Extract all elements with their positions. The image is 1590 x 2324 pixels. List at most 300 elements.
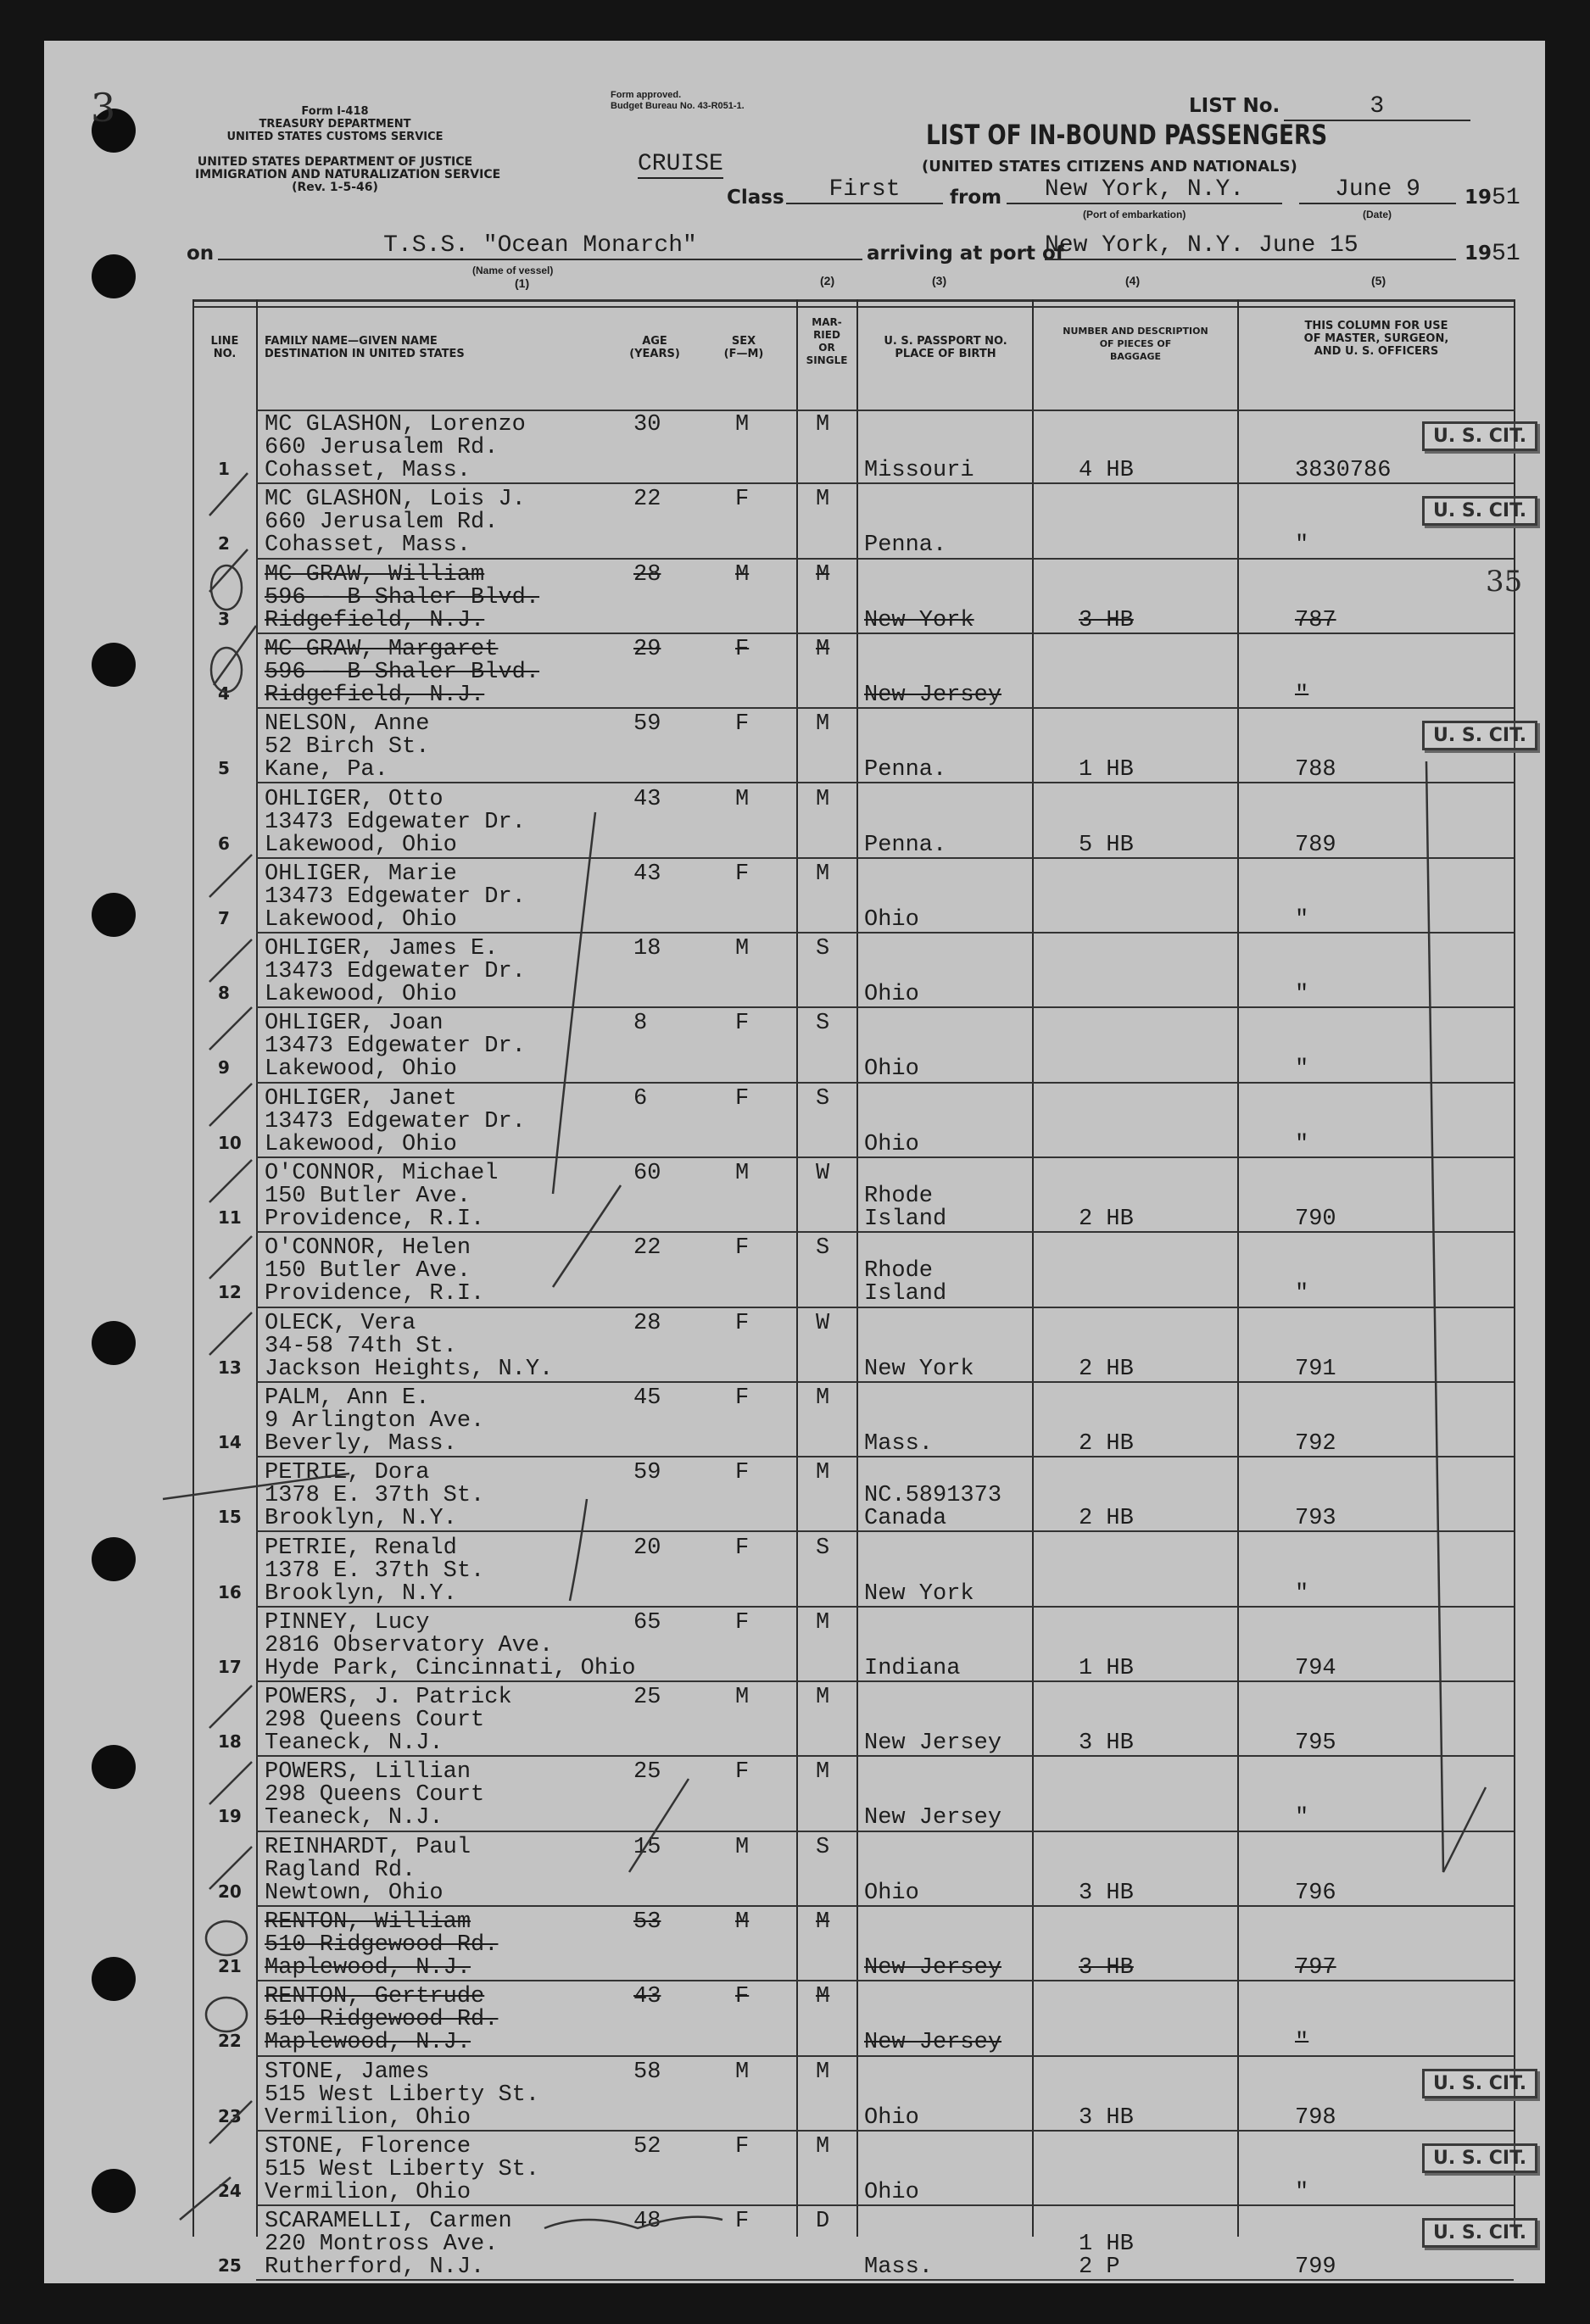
passenger-sex: F <box>735 861 750 887</box>
header-officers-use: THIS COLUMN FOR USE OF MASTER, SURGEON, AND U. S. OFFICERS <box>1303 320 1449 358</box>
passenger-sex: F <box>735 711 750 738</box>
officer-entry: " <box>1295 1580 1309 1607</box>
header-name-destination: FAMILY NAME—GIVEN NAME DESTINATION IN UNITED STATES <box>265 335 465 360</box>
passenger-sex: F <box>735 1535 750 1561</box>
passenger-sex: F <box>735 1609 750 1636</box>
address-city: Beverly, Mass. <box>265 1430 457 1457</box>
passenger-name: RENTON, William <box>265 1909 471 1935</box>
passenger-name: O'CONNOR, Michael <box>265 1161 499 1186</box>
birthplace: Mass. <box>864 2254 934 2281</box>
marital-status: S <box>816 1085 830 1112</box>
birthplace: New Jersey <box>864 2030 1002 2056</box>
passenger-sex: F <box>735 1385 750 1411</box>
column-number-3: (3) <box>932 274 947 287</box>
birthplace: New Jersey <box>864 1955 1002 1981</box>
address-city: Vermilion, Ohio <box>265 2104 471 2131</box>
address-street: 298 Queens Court <box>265 1708 485 1734</box>
table-row <box>192 1383 1514 1457</box>
table-row <box>192 2206 1527 2281</box>
header-married-single: MAR- RIED OR SINGLE <box>806 316 848 366</box>
passport-number: NC.5891373 <box>864 1483 1002 1509</box>
line-number: 22 <box>218 2031 242 2052</box>
table-row <box>192 1233 1514 1307</box>
address-street: 596 - B Shaler Blvd. <box>265 659 540 685</box>
passenger-sex: M <box>735 936 750 962</box>
marital-status: M <box>816 1759 830 1786</box>
line-number: 16 <box>218 1581 242 1602</box>
passenger-age: 65 <box>633 1609 661 1636</box>
table-row <box>192 1682 1514 1757</box>
officer-entry: 3830786 <box>1295 458 1392 483</box>
header-sex: SEX (F—M) <box>723 335 764 360</box>
table-row <box>192 1084 1514 1158</box>
baggage-line-2: 2 P <box>1079 2254 1120 2281</box>
table-row <box>192 1608 1514 1682</box>
line-number: 11 <box>218 1207 242 1228</box>
class-value: First <box>786 176 943 204</box>
address-street: 515 West Liberty St. <box>265 2082 540 2108</box>
issuing-agency: UNITED STATES DEPARTMENT OF JUSTICE IMMIGRATION AND NATURALIZATION SERVICE (Rev. 1-5-46) <box>195 155 501 194</box>
birthplace: Ohio <box>864 906 919 933</box>
address-street: 13473 Edgewater Dr. <box>265 959 526 985</box>
address-street: 510 Ridgewood Rd. <box>265 1932 499 1958</box>
address-city: Jackson Heights, N.Y. <box>265 1356 554 1382</box>
line-number: 1 <box>218 459 230 479</box>
address-street: 1378 E. 37th St. <box>265 1483 485 1509</box>
passenger-sex: M <box>735 561 750 588</box>
line-number: 19 <box>218 1806 242 1827</box>
table-row <box>192 934 1514 1008</box>
arrival-port-date: New York, N.Y. June 15 <box>1045 232 1456 260</box>
passenger-age: 52 <box>633 2133 661 2160</box>
us-citizen-stamp: U. S. CIT. <box>1422 2143 1537 2173</box>
officer-entry: 789 <box>1295 832 1336 858</box>
address-city: Maplewood, N.J. <box>265 1955 471 1981</box>
passenger-age: 60 <box>633 1161 661 1186</box>
passenger-age: 43 <box>633 786 661 812</box>
passenger-age: 53 <box>633 1909 661 1935</box>
passenger-age: 43 <box>633 861 661 887</box>
binder-hole <box>92 1745 136 1789</box>
birthplace: Mass. <box>864 1430 934 1457</box>
baggage-line-2: 3 HB <box>1079 2104 1134 2131</box>
officer-entry: 791 <box>1295 1356 1336 1382</box>
table-row <box>192 859 1514 934</box>
birthplace: New Jersey <box>864 682 1002 708</box>
address-city: Newtown, Ohio <box>265 1880 444 1906</box>
address-city: Teaneck, N.J. <box>265 1805 444 1831</box>
address-city: Brooklyn, N.Y. <box>265 1580 457 1607</box>
address-city: Lakewood, Ohio <box>265 832 457 858</box>
officer-entry: 796 <box>1295 1880 1336 1906</box>
passenger-age: 48 <box>633 2209 661 2235</box>
address-street: Ragland Rd. <box>265 1857 416 1883</box>
passenger-sex: M <box>735 412 750 437</box>
passenger-sex: F <box>735 487 750 513</box>
baggage-line-2: 2 HB <box>1079 1506 1134 1532</box>
table-row <box>192 1832 1514 1907</box>
embarkation-caption: (Port of embarkation) <box>1083 209 1186 220</box>
officer-entry: " <box>1295 982 1309 1008</box>
address-city: Lakewood, Ohio <box>265 1131 457 1157</box>
passenger-sex: M <box>735 1161 750 1186</box>
birthplace: Ohio <box>864 2104 919 2131</box>
marital-status: M <box>816 2059 830 2085</box>
binder-hole <box>92 1321 136 1365</box>
passenger-age: 29 <box>633 636 661 662</box>
us-citizen-stamp: U. S. CIT. <box>1422 496 1537 526</box>
officer-entry: " <box>1295 1131 1309 1157</box>
column-number-4: (4) <box>1125 274 1141 287</box>
officer-entry: 797 <box>1295 1955 1336 1981</box>
line-number: 13 <box>218 1357 242 1378</box>
passenger-name: MC GRAW, Margaret <box>265 636 499 662</box>
on-label: on <box>187 242 215 265</box>
binder-hole <box>92 254 136 298</box>
cruise-label: CRUISE <box>638 151 723 177</box>
baggage-line-1: 1 HB <box>1079 2232 1134 2258</box>
address-city: Brooklyn, N.Y. <box>265 1506 457 1532</box>
baggage-line-2: 1 HB <box>1079 1655 1134 1681</box>
line-number: 12 <box>218 1282 242 1303</box>
marital-status: M <box>816 1984 830 2010</box>
officer-entry: 788 <box>1295 757 1336 783</box>
passenger-name: O'CONNOR, Helen <box>265 1235 471 1262</box>
address-street: 150 Butler Ave. <box>265 1184 471 1209</box>
address-street: 13473 Edgewater Dr. <box>265 1108 526 1134</box>
passenger-sex: F <box>735 1085 750 1112</box>
address-street: 596 - B Shaler Blvd. <box>265 584 540 610</box>
address-street: 660 Jerusalem Rd. <box>265 510 499 536</box>
marital-status: M <box>816 1909 830 1935</box>
line-number: 4 <box>218 683 230 704</box>
passenger-age: 20 <box>633 1535 661 1561</box>
passenger-name: POWERS, J. Patrick <box>265 1685 512 1711</box>
column-number-1-top: (1) <box>515 276 530 290</box>
marital-status: M <box>816 636 830 662</box>
table-row <box>192 410 1527 484</box>
officer-entry: " <box>1295 1805 1309 1831</box>
birthplace: New York <box>864 1356 974 1382</box>
address-city: Rutherford, N.J. <box>265 2254 485 2281</box>
passenger-age: 43 <box>633 1984 661 2010</box>
form-subtitle: (UNITED STATES CITIZENS AND NATIONALS) <box>922 158 1297 176</box>
passenger-manifest-page <box>44 41 1545 2283</box>
marital-status: W <box>816 1310 830 1336</box>
line-number: 10 <box>218 1132 242 1153</box>
passenger-age: 59 <box>633 711 661 738</box>
passenger-name: STONE, James <box>265 2059 430 2085</box>
passenger-age: 6 <box>633 1085 648 1112</box>
baggage-line-2: 3 HB <box>1079 1880 1134 1906</box>
address-city: Ridgefield, N.J. <box>265 682 485 708</box>
line-number: 5 <box>218 758 230 779</box>
officer-entry: 795 <box>1295 1730 1336 1757</box>
line-number: 2 <box>218 533 230 555</box>
marital-status: M <box>816 412 830 437</box>
line-number: 23 <box>218 2105 242 2126</box>
passenger-name: PINNEY, Lucy <box>265 1609 430 1636</box>
officer-entry: 792 <box>1295 1430 1336 1457</box>
line-number: 24 <box>218 2180 242 2201</box>
passenger-age: 22 <box>633 1235 661 1262</box>
table-top-border <box>192 299 1515 302</box>
marital-status: M <box>816 1385 830 1411</box>
passenger-name: POWERS, Lillian <box>265 1759 471 1786</box>
address-city: Lakewood, Ohio <box>265 1056 457 1083</box>
officer-entry: 793 <box>1295 1506 1336 1532</box>
birthplace: Penna. <box>864 532 947 559</box>
embarkation-date: June 9 <box>1299 176 1456 204</box>
baggage-line-2: 3 HB <box>1079 607 1134 633</box>
table-row <box>192 709 1527 783</box>
officer-entry: " <box>1295 682 1309 708</box>
passenger-name: PETRIE, Dora <box>265 1460 430 1486</box>
passenger-sex: F <box>735 1759 750 1786</box>
officer-entry: " <box>1295 2179 1309 2205</box>
us-citizen-stamp: U. S. CIT. <box>1422 721 1537 750</box>
passenger-sex: F <box>735 636 750 662</box>
marital-status: M <box>816 2133 830 2160</box>
table-row <box>192 2057 1527 2132</box>
birthplace: Penna. <box>864 757 947 783</box>
table-row <box>192 784 1514 859</box>
form-number: Form I-418 TREASURY DEPARTMENT UNITED STATES CUSTOMS SERVICE <box>226 105 444 143</box>
handwritten-row-3-number: 35 <box>1486 565 1523 599</box>
line-number: 14 <box>218 1431 242 1452</box>
table-row <box>192 1008 1514 1083</box>
marital-status: M <box>816 1609 830 1636</box>
passenger-name: MC GLASHON, Lois J. <box>265 487 526 513</box>
address-street: 2816 Observatory Ave. <box>265 1632 554 1658</box>
marital-status: M <box>816 1460 830 1486</box>
embarkation-year: 1951 <box>1464 185 1520 211</box>
passenger-sex: F <box>735 2133 750 2160</box>
passenger-sex: F <box>735 1011 750 1037</box>
table-row <box>192 484 1527 559</box>
date-caption: (Date) <box>1363 209 1392 220</box>
birthplace: Indiana <box>864 1655 961 1681</box>
column-number-2: (2) <box>820 274 835 287</box>
passenger-name: PETRIE, Renald <box>265 1535 457 1561</box>
us-citizen-stamp: U. S. CIT. <box>1422 2069 1537 2098</box>
table-row <box>192 1981 1514 2056</box>
baggage-line-2: 2 HB <box>1079 1356 1134 1382</box>
passenger-sex: M <box>735 2059 750 2085</box>
address-city: Lakewood, Ohio <box>265 982 457 1008</box>
officer-entry: " <box>1295 906 1309 933</box>
baggage-line-2: 4 HB <box>1079 458 1134 483</box>
form-title: LIST OF IN-BOUND PASSENGERS <box>926 119 1328 151</box>
marital-status: S <box>816 1535 830 1561</box>
table-row <box>192 1158 1514 1233</box>
list-number: LIST No. 3 <box>1189 93 1470 121</box>
birthplace: New Jersey <box>864 1730 1002 1757</box>
baggage-line-2: 3 HB <box>1079 1730 1134 1757</box>
address-street: 9 Arlington Ave. <box>265 1407 485 1434</box>
address-city: Providence, R.I. <box>265 1281 485 1307</box>
officer-entry: 794 <box>1295 1655 1336 1681</box>
address-street: 13473 Edgewater Dr. <box>265 809 526 835</box>
vessel-caption: (Name of vessel) <box>472 265 554 276</box>
birthplace: New York <box>864 607 974 633</box>
marital-status: M <box>816 1685 830 1711</box>
passenger-sex: M <box>735 1834 750 1860</box>
address-city: Teaneck, N.J. <box>265 1730 444 1757</box>
line-number: 15 <box>218 1507 242 1528</box>
address-street: 13473 Edgewater Dr. <box>265 1034 526 1060</box>
officer-entry: " <box>1295 1056 1309 1083</box>
passenger-sex: F <box>735 1984 750 2010</box>
officer-entry: " <box>1295 1281 1309 1307</box>
baggage-line-2: 3 HB <box>1079 1955 1134 1981</box>
passenger-name: MC GLASHON, Lorenzo <box>265 412 526 437</box>
passenger-table <box>192 274 1527 2281</box>
passenger-age: 18 <box>633 936 661 962</box>
address-city: Providence, R.I. <box>265 1207 485 1232</box>
binder-hole <box>92 1537 136 1581</box>
passenger-age: 25 <box>633 1685 661 1711</box>
address-street: 150 Butler Ave. <box>265 1258 471 1285</box>
arriving-label: arriving at port of <box>867 242 1064 265</box>
address-street: 298 Queens Court <box>265 1782 485 1808</box>
marital-status: S <box>816 1235 830 1262</box>
passenger-age: 59 <box>633 1460 661 1486</box>
table-row <box>192 1907 1514 1981</box>
line-number: 8 <box>218 983 230 1004</box>
birthplace: Ohio <box>864 2179 919 2205</box>
header-age: AGE (YEARS) <box>629 335 680 360</box>
passenger-age: 28 <box>633 1310 661 1336</box>
birthplace: Missouri <box>864 458 974 483</box>
address-street: 510 Ridgewood Rd. <box>265 2007 499 2033</box>
address-city: Vermilion, Ohio <box>265 2179 471 2205</box>
address-street: 52 Birch St. <box>265 734 430 761</box>
passenger-sex: M <box>735 1909 750 1935</box>
passenger-sex: M <box>735 786 750 812</box>
table-row <box>192 634 1514 709</box>
birthplace: New York <box>864 1580 974 1607</box>
binder-hole <box>92 1957 136 2001</box>
passenger-name: SCARAMELLI, Carmen <box>265 2209 512 2235</box>
line-number: 17 <box>218 1656 242 1677</box>
officer-entry: " <box>1295 532 1309 559</box>
officer-entry: 787 <box>1295 607 1336 633</box>
passenger-name: OHLIGER, James E. <box>265 936 499 962</box>
header-passport-birthplace: U. S. PASSPORT NO. PLACE OF BIRTH <box>884 335 1007 360</box>
birthplace: Island <box>864 1281 947 1307</box>
birthplace: Ohio <box>864 982 919 1008</box>
header-line-no: LINE NO. <box>210 335 239 360</box>
table-row <box>192 1533 1514 1608</box>
table-row <box>192 560 1514 634</box>
birthplace: Canada <box>864 1506 947 1532</box>
line-number: 6 <box>218 833 230 854</box>
birthplace: Island <box>864 1207 947 1232</box>
address-city: Kane, Pa. <box>265 757 388 783</box>
line-number: 9 <box>218 1057 230 1078</box>
marital-status: M <box>816 487 830 513</box>
embarkation-port: New York, N.Y. <box>1007 176 1282 204</box>
passenger-age: 22 <box>633 487 661 513</box>
marital-status: D <box>816 2209 830 2235</box>
officer-entry: 799 <box>1295 2254 1336 2281</box>
birthplace: Ohio <box>864 1131 919 1157</box>
form-approval: Form approved. Budget Bureau No. 43-R051-1. <box>611 90 745 111</box>
binder-hole <box>92 2169 136 2213</box>
marital-status: S <box>816 1011 830 1037</box>
passenger-age: 45 <box>633 1385 661 1411</box>
passenger-sex: M <box>735 1685 750 1711</box>
address-street: 220 Montross Ave. <box>265 2232 499 2258</box>
passenger-age: 28 <box>633 561 661 588</box>
passenger-sex: F <box>735 2209 750 2235</box>
line-number: 25 <box>218 2255 242 2277</box>
passport-number: Rhode <box>864 1258 934 1285</box>
officer-entry: 798 <box>1295 2104 1336 2131</box>
line-number: 21 <box>218 1956 242 1976</box>
address-city: Cohasset, Mass. <box>265 458 471 483</box>
passenger-name: OHLIGER, Joan <box>265 1011 444 1037</box>
passenger-name: PALM, Ann E. <box>265 1385 430 1411</box>
baggage-line-2: 2 HB <box>1079 1430 1134 1457</box>
passenger-name: OHLIGER, Otto <box>265 786 444 812</box>
vessel-name: T.S.S. "Ocean Monarch" <box>218 232 862 260</box>
passenger-name: STONE, Florence <box>265 2133 471 2160</box>
passenger-sex: F <box>735 1235 750 1262</box>
birthplace: Ohio <box>864 1056 919 1083</box>
passenger-name: OHLIGER, Janet <box>265 1085 457 1112</box>
passenger-name: RENTON, Gertrude <box>265 1984 485 2010</box>
us-citizen-stamp: U. S. CIT. <box>1422 421 1537 451</box>
passenger-age: 15 <box>633 1834 661 1860</box>
class-label: Class <box>727 187 784 209</box>
column-number-5: (5) <box>1371 274 1386 287</box>
address-city: Lakewood, Ohio <box>265 906 457 933</box>
passenger-age: 25 <box>633 1759 661 1786</box>
marital-status: M <box>816 711 830 738</box>
address-street: 13473 Edgewater Dr. <box>265 883 526 910</box>
marital-status: W <box>816 1161 830 1186</box>
corner-handwritten-mark: 3 <box>91 85 116 131</box>
address-street: 515 West Liberty St. <box>265 2156 540 2182</box>
passenger-name: OHLIGER, Marie <box>265 861 457 887</box>
passenger-name: NELSON, Anne <box>265 711 430 738</box>
passenger-age: 30 <box>633 412 661 437</box>
marital-status: M <box>816 786 830 812</box>
arrival-year: 1951 <box>1464 241 1520 267</box>
address-city: Ridgefield, N.J. <box>265 607 485 633</box>
baggage-line-2: 1 HB <box>1079 757 1134 783</box>
table-row <box>192 2132 1527 2206</box>
baggage-line-2: 2 HB <box>1079 1207 1134 1232</box>
officer-entry: " <box>1295 2030 1309 2056</box>
passport-number: Rhode <box>864 1184 934 1209</box>
baggage-line-2: 5 HB <box>1079 832 1134 858</box>
address-street: 1378 E. 37th St. <box>265 1558 485 1584</box>
address-street: 34-58 74th St. <box>265 1333 457 1359</box>
marital-status: M <box>816 561 830 588</box>
table-row <box>192 1308 1514 1383</box>
birthplace: Penna. <box>864 832 947 858</box>
officer-entry: 790 <box>1295 1207 1336 1232</box>
birthplace: New Jersey <box>864 1805 1002 1831</box>
address-city: Hyde Park, Cincinnati, Ohio <box>265 1655 636 1681</box>
address-city: Cohasset, Mass. <box>265 532 471 559</box>
address-street: 660 Jerusalem Rd. <box>265 435 499 460</box>
from-label: from <box>950 187 1002 209</box>
line-number: 20 <box>218 1881 242 1902</box>
